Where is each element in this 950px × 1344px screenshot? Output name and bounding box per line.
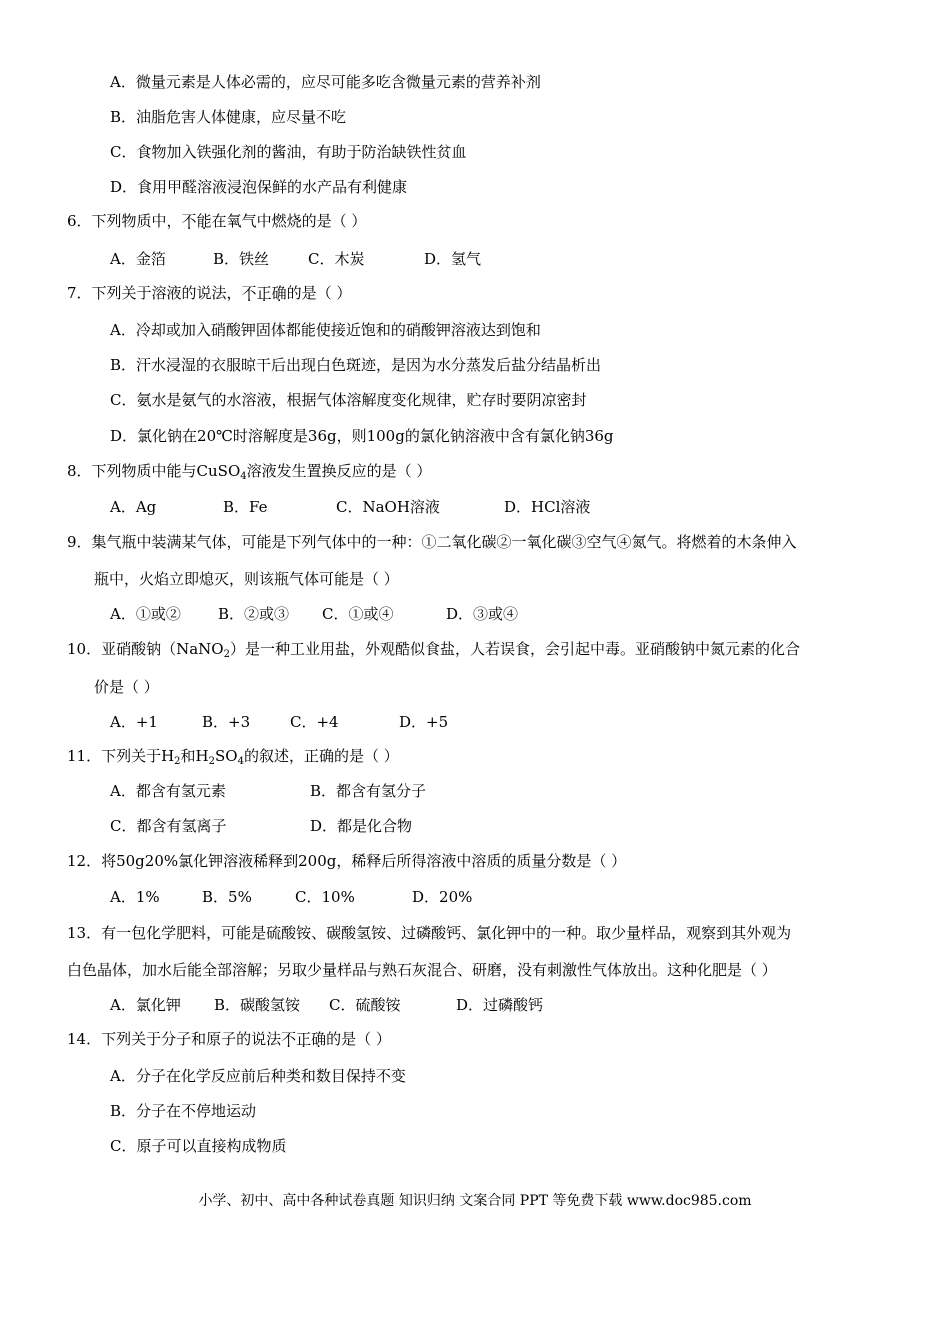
q11-option-b: B．都含有氢分子	[310, 782, 427, 800]
question-8: 8．下列物质中能与CuSO$_4$溶液发生置换反应的是（ ）	[67, 462, 432, 482]
q7-option-b: B．汗水浸湿的衣服晾干后出现白色斑迹，是因为水分蒸发后盐分结晶析出	[110, 356, 602, 374]
q8-option-d: D．HCl溶液	[504, 498, 591, 516]
q11-option-a: A．都含有氢元素	[110, 782, 226, 800]
q12-option-a: A．1%	[110, 888, 160, 906]
q12-option-c: C．10%	[295, 888, 355, 906]
question-12: 12．将50g20%氯化钾溶液稀释到200g，稀释后所得溶液中溶质的质量分数是（ ）	[67, 852, 627, 870]
q14-option-b: B．分子在不停地运动	[110, 1102, 257, 1120]
q7-option-a: A．冷却或加入硝酸钾固体都能使接近饱和的硝酸钾溶液达到饱和	[110, 321, 541, 339]
q13-option-b: B．碳酸氢铵	[214, 996, 301, 1014]
question-13-cont: 白色晶体，加水后能全部溶解；另取少量样品与熟石灰混合、研磨，没有刺激性气体放出。这种化肥是（ ）	[67, 961, 777, 979]
q13-options	[110, 995, 543, 1015]
emphasis-char: 能	[196, 212, 212, 230]
question-10: 10．亚硝酸钠（NaNO$_2$）是一种工业用盐，外观酷似食盐，人若误食，会引起中毒。亚硝酸钠中氮元素的化合	[67, 640, 800, 660]
emphasis-char: 不	[241, 284, 257, 302]
q5-option-b: B．油脂危害人体健康，应尽量不吃	[110, 108, 347, 126]
q10-options	[110, 712, 448, 732]
q10-option-a: A．+1	[110, 713, 158, 731]
q10-option-b: B．+3	[202, 713, 251, 731]
emphasis-char: 正	[296, 1030, 312, 1048]
emphasis-char: 不	[181, 212, 197, 230]
q9-option-b: B．②或③	[218, 605, 290, 623]
emphasis-char: 不	[281, 1030, 297, 1048]
q9-option-d: D．③或④	[446, 605, 519, 623]
question-11: 11．下列关于$H_2$和$H_2SO_4$的叙述，正确的是（ ）	[67, 747, 399, 767]
q7-option-d: D．氯化钠在20℃时溶解度是36g，则100g的氯化钠溶液中含有氯化钠36g	[110, 427, 614, 445]
question-9: 9．集气瓶中装满某气体，可能是下列气体中的一种：①二氧化碳②一氧化碳③空气④氮气。将燃着的木条伸入	[67, 533, 797, 551]
q11-option-c: C．都含有氢离子	[110, 817, 227, 835]
q6-option-b: B．铁丝	[213, 250, 270, 268]
q9-option-a: A．①或②	[110, 605, 181, 623]
q14-option-a: A．分子在化学反应前后种类和数目保持不变	[110, 1067, 406, 1085]
q6-option-d: D．氢气	[424, 250, 482, 268]
emphasis-char: 确	[311, 1030, 327, 1048]
q14-option-c: C．原子可以直接构成物质	[110, 1137, 287, 1155]
q13-option-d: D．过磷酸钙	[456, 996, 544, 1014]
question-9-cont: 瓶中，火焰立即熄灭，则该瓶气体可能是（ ）	[94, 570, 399, 588]
q8-option-c: C．NaOH溶液	[336, 498, 440, 516]
q8-option-b: B．Fe	[223, 498, 268, 516]
q5-option-a: A．微量元素是人体必需的，应尽可能多吃含微量元素的营养补剂	[110, 73, 541, 91]
question-10-cont: 价是（ ）	[94, 678, 159, 696]
q7-option-c: C．氨水是氨气的水溶液，根据气体溶解度变化规律，贮存时要阴凉密封	[110, 391, 587, 409]
q12-option-d: D．20%	[412, 888, 473, 906]
q12-options	[110, 887, 472, 907]
q9-option-c: C．①或④	[322, 605, 394, 623]
q13-option-c: C．硫酸铵	[329, 996, 401, 1014]
emphasis-char: 正	[256, 284, 272, 302]
page-footer: 小学、初中、高中各种试卷真题 知识归纳 文案合同 PPT 等免费下载 www.doc985.com	[198, 1193, 752, 1209]
question-13: 13．有一包化学肥料，可能是硫酸铵、碳酸氢铵、过磷酸钙、氯化钾中的一种。取少量样品，观察到其外观为	[67, 924, 792, 942]
q12-option-b: B．5%	[202, 888, 252, 906]
q11-options-row2	[110, 816, 412, 836]
q8-option-a: A．Ag	[110, 498, 157, 516]
q11-options-row1	[110, 781, 426, 801]
q6-option-c: C．木炭	[308, 250, 365, 268]
question-14: 14．下列关于分子和原子的说法不正确的是（ ）	[67, 1030, 391, 1048]
question-7: 7．下列关于溶液的说法，不正确的是（ ）	[67, 284, 352, 302]
q9-options	[110, 604, 518, 624]
q6-options	[110, 249, 481, 269]
q5-option-d: D．食用甲醛溶液浸泡保鲜的水产品有利健康	[110, 178, 408, 196]
q13-option-a: A．氯化钾	[110, 996, 181, 1014]
emphasis-char: 确	[271, 284, 287, 302]
q10-option-d: D．+5	[399, 713, 449, 731]
q11-option-d: D．都是化合物	[310, 817, 413, 835]
q8-options	[110, 497, 590, 517]
question-6: 6．下列物质中，不能在氧气中燃烧的是（ ）	[67, 212, 367, 230]
q10-option-c: C．+4	[290, 713, 339, 731]
q6-option-a: A．金箔	[110, 250, 166, 268]
q5-option-c: C．食物加入铁强化剂的酱油，有助于防治缺铁性贫血	[110, 143, 467, 161]
